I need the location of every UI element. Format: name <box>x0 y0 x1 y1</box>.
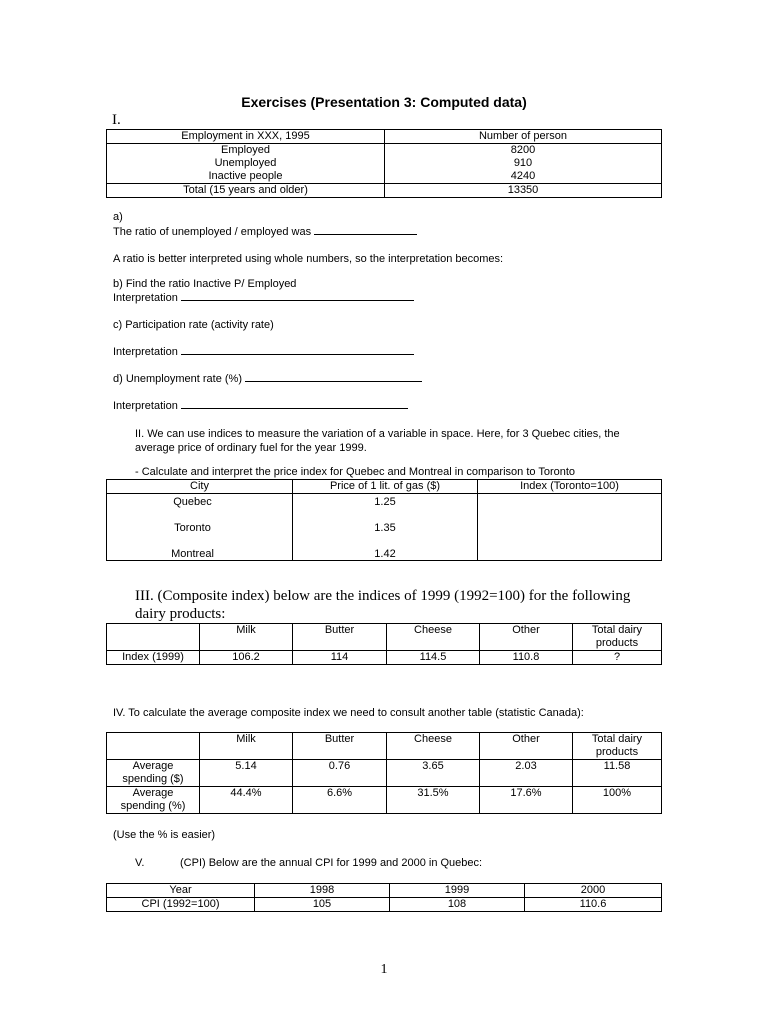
index-butter: 114 <box>293 651 387 665</box>
dairy-index-table <box>106 623 662 665</box>
cpi-header-2000: 2000 <box>525 884 662 898</box>
spending-dollar-total: 11.58 <box>573 760 662 787</box>
question-d-text: d) Unemployment rate (%) <box>113 373 242 385</box>
cpi-header-year: Year <box>107 884 255 898</box>
spending-table <box>106 732 662 814</box>
spending-dollar-other: 2.03 <box>480 760 573 787</box>
price-quebec: 1.25 <box>374 496 396 508</box>
answer-blank-b[interactable] <box>181 299 414 301</box>
spending-percent-milk: 44.4% <box>200 787 293 814</box>
city-quebec: Quebec <box>173 496 212 508</box>
dairy-header-cheese: Cheese <box>387 624 480 651</box>
city-column <box>107 494 293 561</box>
question-a <box>113 226 417 238</box>
category-inactive: Inactive people <box>208 170 283 182</box>
section-5-label: V. <box>135 857 145 869</box>
dairy-header-other: Other <box>480 624 573 651</box>
city-toronto: Toronto <box>174 522 211 534</box>
total-value: 13350 <box>385 184 662 198</box>
spending-header-milk: Milk <box>200 733 293 760</box>
value-employed: 8200 <box>510 144 536 156</box>
spending-dollar-butter: 0.76 <box>293 760 387 787</box>
section-4-note: (Use the % is easier) <box>113 829 216 841</box>
cpi-1998: 105 <box>255 898 390 912</box>
spending-percent-butter: 6.6% <box>293 787 387 814</box>
cpi-header-1998: 1998 <box>255 884 390 898</box>
spending-percent-label: Average spending (%) <box>107 787 200 814</box>
page-title: Exercises (Presentation 3: Computed data) <box>241 94 527 110</box>
city-montreal: Montreal <box>171 548 214 560</box>
value-inactive: 4240 <box>510 170 536 182</box>
cpi-table <box>106 883 662 912</box>
spending-percent-other: 17.6% <box>480 787 573 814</box>
cpi-header-1999: 1999 <box>390 884 525 898</box>
answer-blank-d[interactable] <box>245 380 422 382</box>
gas-price-table <box>106 479 662 561</box>
answer-blank-a[interactable] <box>314 233 417 235</box>
index-milk: 106.2 <box>200 651 293 665</box>
question-a-text: The ratio of unemployed / employed was <box>113 226 312 238</box>
employment-header: Employment in XXX, 1995 <box>107 130 385 144</box>
number-header: Number of person <box>385 130 662 144</box>
answer-blank-d-interp[interactable] <box>181 407 408 409</box>
question-a-label: a) <box>113 211 123 223</box>
page-number: 1 <box>380 962 388 977</box>
total-label: Total (15 years and older) <box>107 184 385 198</box>
spending-header-total: Total dairy products <box>573 733 662 760</box>
category-employed: Employed <box>221 144 270 156</box>
index-row-label: Index (1999) <box>107 651 200 665</box>
question-b: b) Find the ratio Inactive P/ Employed <box>113 278 297 290</box>
employment-table <box>106 129 662 198</box>
index-cheese: 114.5 <box>387 651 480 665</box>
employment-values <box>385 144 662 184</box>
answer-blank-c[interactable] <box>181 353 414 355</box>
price-header: Price of 1 lit. of gas ($) <box>293 480 478 494</box>
section-1-label: I. <box>112 112 121 128</box>
price-montreal: 1.42 <box>374 548 396 560</box>
dairy-header-total: Total dairy products <box>573 624 662 651</box>
dairy-header-milk: Milk <box>200 624 293 651</box>
dairy-header-blank <box>107 624 200 651</box>
ratio-note: A ratio is better interpreted using whole numbers, so the interpretation becomes: <box>113 253 504 265</box>
interpretation-b <box>113 292 414 304</box>
section-4-intro: IV. To calculate the average composite index we need to consult another table (statistic Canada): <box>113 707 584 719</box>
spending-header-butter: Butter <box>293 733 387 760</box>
spending-header-cheese: Cheese <box>387 733 480 760</box>
interpretation-c <box>113 346 414 358</box>
spending-dollar-label: Average spending ($) <box>107 760 200 787</box>
interpretation-d <box>113 400 408 412</box>
section-3-heading: III. (Composite index) below are the indices of 1999 (1992=100) for the following dairy products: <box>135 588 631 622</box>
value-unemployed: 910 <box>513 157 533 169</box>
cpi-2000: 110.6 <box>525 898 662 912</box>
section-2-intro: II. We can use indices to measure the variation of a variable in space. Here, for 3 Quebec cities, the average price of ordinary fuel for the year 1999. <box>135 428 620 454</box>
interpretation-label: Interpretation <box>113 400 178 412</box>
index-header: Index (Toronto=100) <box>478 480 662 494</box>
index-other: 110.8 <box>480 651 573 665</box>
price-column <box>293 494 478 561</box>
section-5-text: (CPI) Below are the annual CPI for 1999 and 2000 in Quebec: <box>180 857 483 869</box>
price-toronto: 1.35 <box>374 522 396 534</box>
spending-header-blank <box>107 733 200 760</box>
spending-percent-cheese: 31.5% <box>387 787 480 814</box>
index-column[interactable] <box>478 494 662 561</box>
city-header: City <box>107 480 293 494</box>
spending-dollar-cheese: 3.65 <box>387 760 480 787</box>
spending-header-other: Other <box>480 733 573 760</box>
dairy-header-butter: Butter <box>293 624 387 651</box>
index-total: ? <box>573 651 662 665</box>
interpretation-label: Interpretation <box>113 292 178 304</box>
cpi-1999: 108 <box>390 898 525 912</box>
spending-dollar-milk: 5.14 <box>200 760 293 787</box>
question-c: c) Participation rate (activity rate) <box>113 319 274 331</box>
cpi-row-label: CPI (1992=100) <box>107 898 255 912</box>
employment-categories <box>107 144 385 184</box>
question-d <box>113 373 422 385</box>
spending-percent-total: 100% <box>573 787 662 814</box>
category-unemployed: Unemployed <box>214 157 277 169</box>
section-2-task: - Calculate and interpret the price index for Quebec and Montreal in comparison to Toronto <box>135 466 576 478</box>
interpretation-label: Interpretation <box>113 346 178 358</box>
